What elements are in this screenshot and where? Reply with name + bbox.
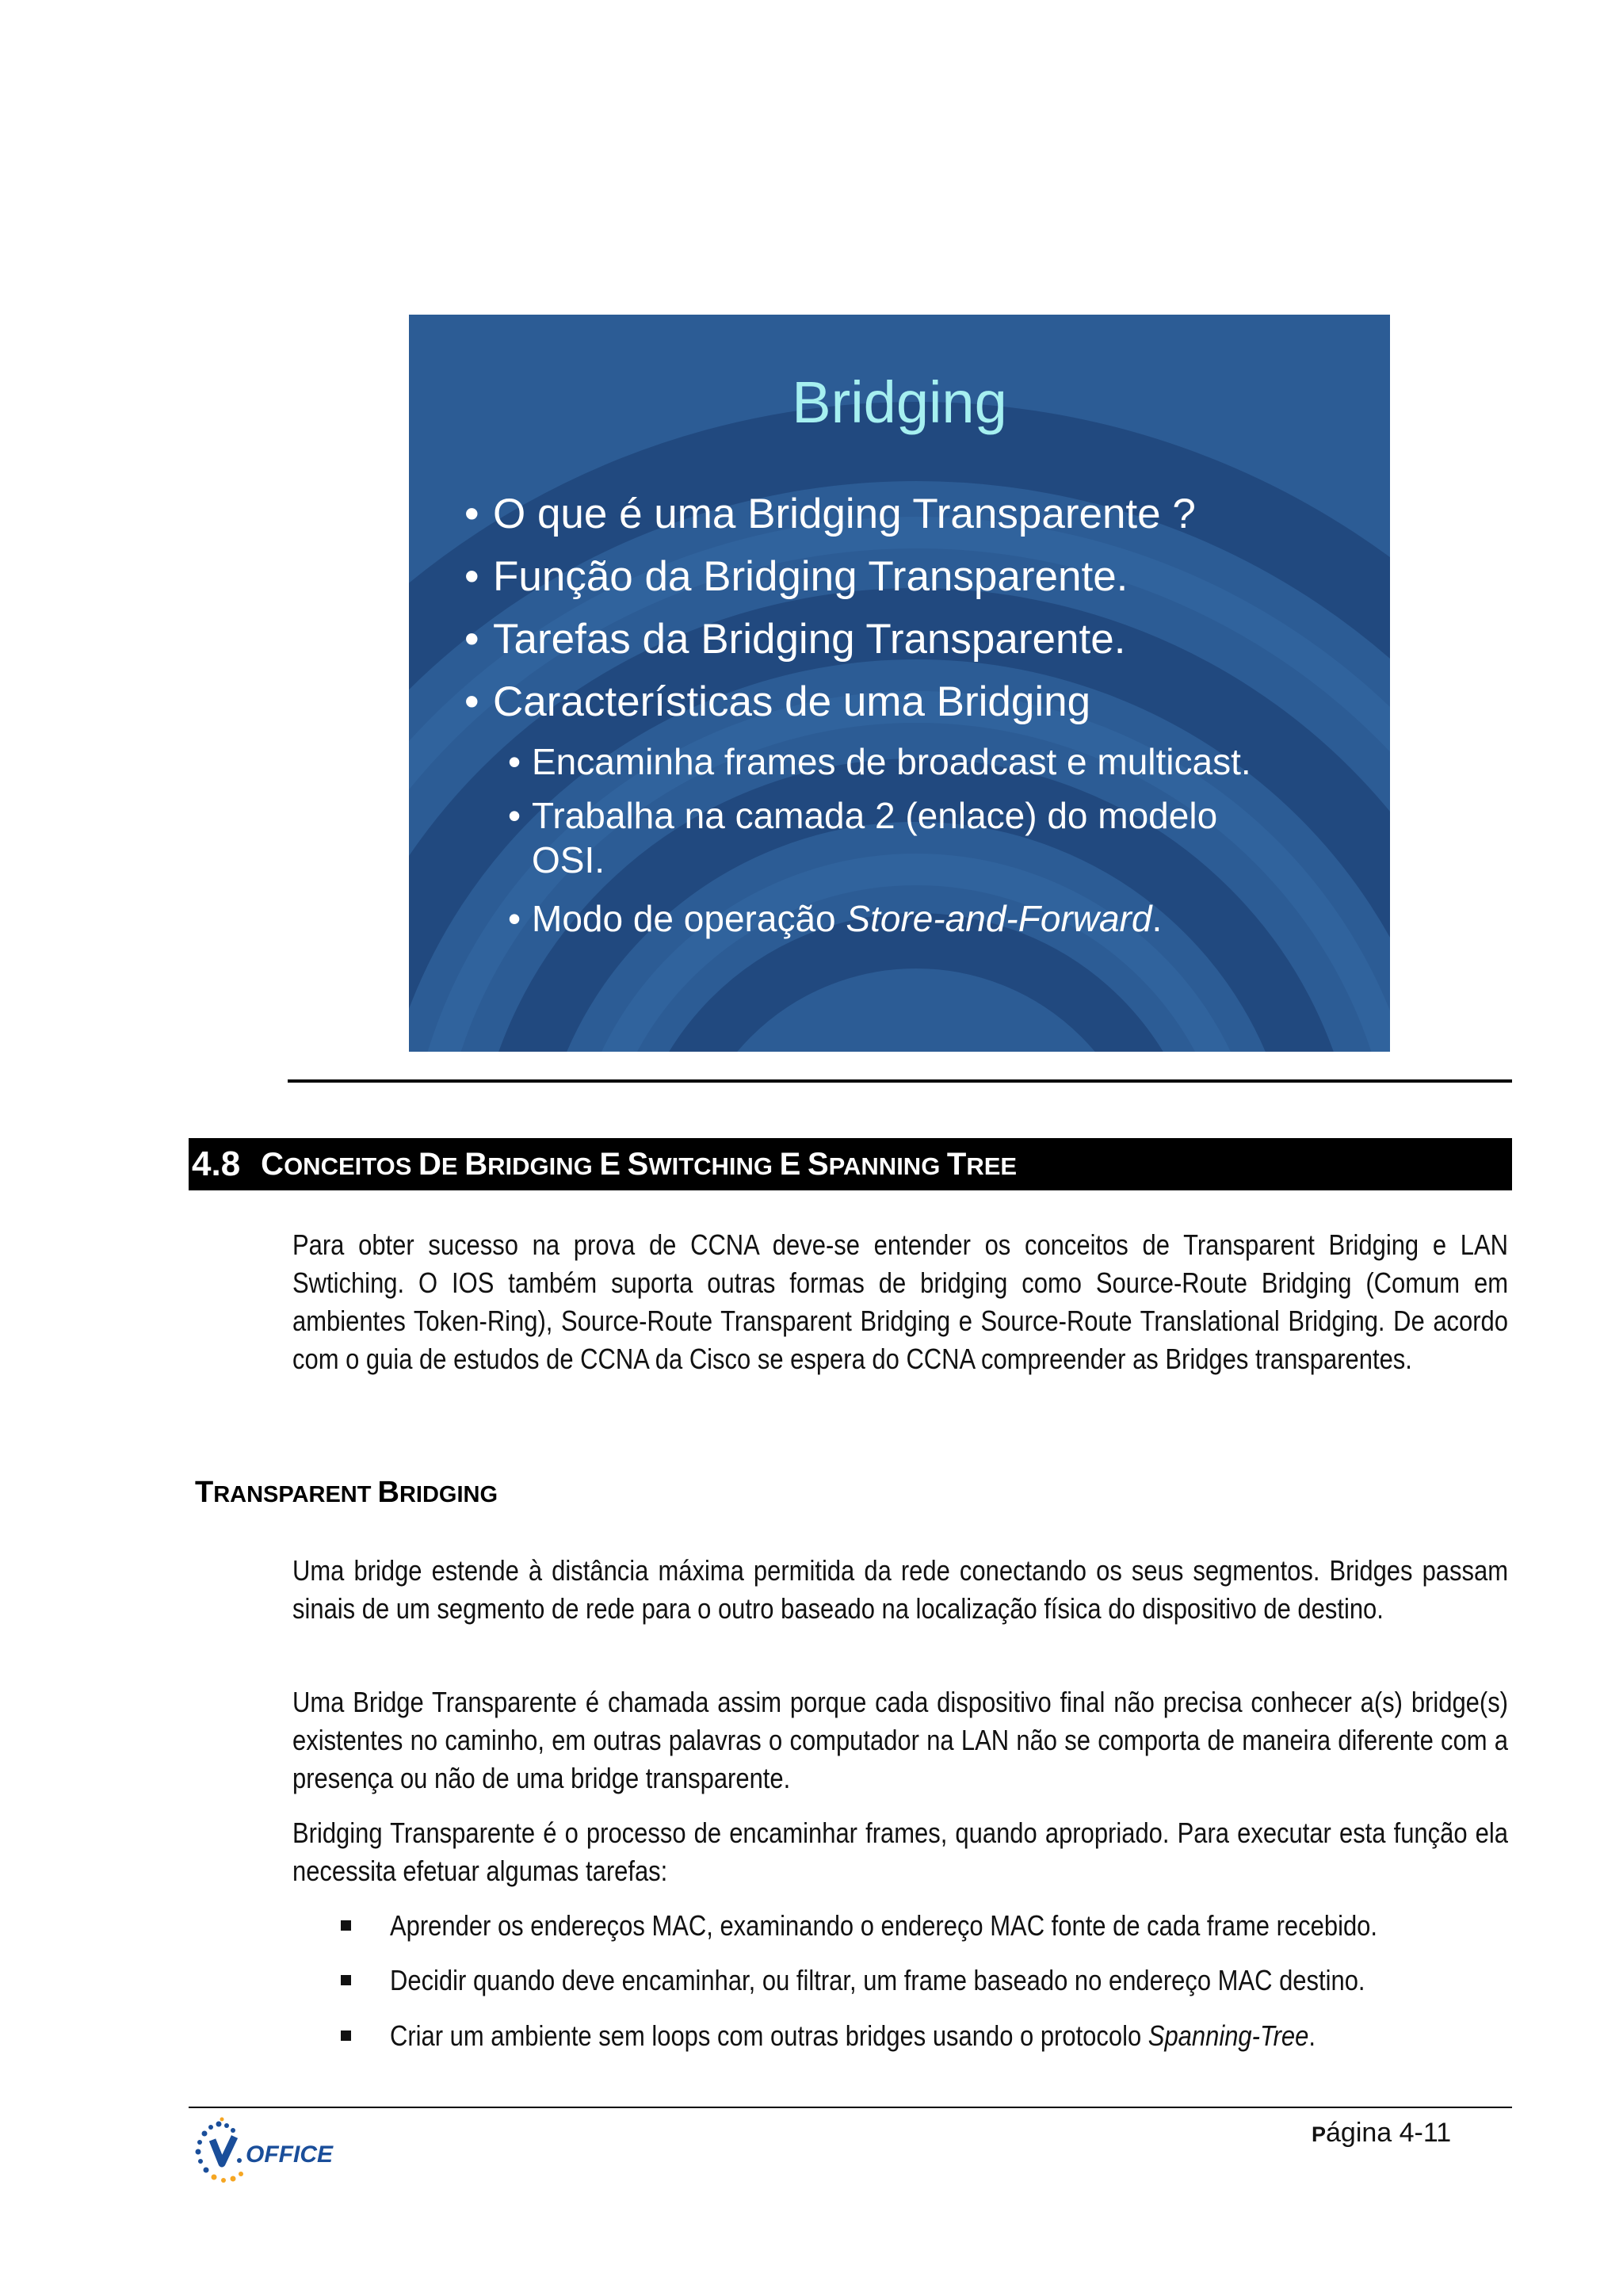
section-number: 4.8 <box>192 1144 241 1183</box>
square-bullet-icon <box>341 2030 351 2041</box>
divider-rule <box>288 1079 1512 1083</box>
slide-subbullet-text: Encaminha frames de broadcast e multicast. <box>532 741 1251 782</box>
heading-capital-letter: S <box>807 1146 829 1182</box>
heading-capital-letter: D <box>418 1146 441 1182</box>
page-number-label: ágina 4-11 <box>1326 2118 1452 2148</box>
task-text-italic: Spanning-Tree <box>1148 2019 1309 2052</box>
page-number <box>1312 2118 1451 2149</box>
heading-capital-letter: S <box>627 1146 649 1182</box>
task-text-suffix: . <box>1308 2019 1316 2052</box>
slide-bullet: • Características de uma Bridging <box>464 678 1091 725</box>
slide-title: Bridging <box>792 369 1007 435</box>
task-text-prefix: Criar um ambiente sem loops com outras bridges usando o protocolo <box>390 2019 1148 2052</box>
slide-bullet-text: Características de uma Bridging <box>493 678 1091 725</box>
heading-small-caps: RANSPARENT <box>213 1482 378 1507</box>
slide-bullet: • O que é uma Bridging Transparente ? <box>464 491 1196 537</box>
slide-bullet: • Função da Bridging Transparente. <box>464 553 1128 600</box>
intro-paragraph: Para obter sucesso na prova de CCNA deve-se entender os conceitos de Transparent Bridging e LAN Swtiching. O IOS também suporta outras formas de bridging como Source-Route Bridging (Comum em ambientes Token-Ring), Source-Route Transparent Bridging e Source-Route Translational Bridging. De acordo com o guia de estudos de CCNA da Cisco se espera do CCNA compreender as Bridges transparentes. <box>292 1228 1508 1375</box>
square-bullet-icon <box>341 1975 351 1985</box>
square-bullet-icon <box>341 1920 351 1931</box>
paragraph-transparent-bridge: Uma Bridge Transparente é chamada assim porque cada dispositivo final não precisa conhecer a(s) bridge(s) existentes no caminho, em outras palavras o computador na LAN não se comporta de maneira diferente com a presença ou não de uma bridge transparente. <box>292 1686 1508 1794</box>
heading-small-caps: WITCHING <box>648 1152 780 1180</box>
task-text: Decidir quando deve encaminhar, ou filtrar, um frame baseado no endereço MAC destino. <box>390 1964 1365 1996</box>
section-title <box>261 1147 1017 1182</box>
page-number-prefix: P <box>1312 2122 1327 2146</box>
footer-rule <box>189 2107 1512 2108</box>
heading-capital-letter: T <box>946 1146 967 1182</box>
heading-small-caps: REE <box>966 1152 1018 1180</box>
slide-subbullet-italic: Store-and-Forward <box>846 898 1152 939</box>
heading-capital-letter: E <box>599 1146 621 1182</box>
slide-bullet-text: Tarefas da Bridging Transparente. <box>493 616 1126 663</box>
task-text <box>390 2017 1316 2055</box>
heading-capital-letter: B <box>377 1476 399 1509</box>
slide-image <box>409 315 1390 1052</box>
subheading-transparent-bridging <box>195 1476 498 1510</box>
slide-subbullet: • Encaminha frames de broadcast e multicast. <box>508 741 1251 782</box>
task-text: Aprender os endereços MAC, examinando o endereço MAC fonte de cada frame recebido. <box>390 1909 1377 1942</box>
logo-text: OFFICE <box>246 2141 333 2168</box>
heading-small-caps <box>621 1152 628 1180</box>
heading-capital-letter: C <box>261 1146 285 1182</box>
slide-subbullet: • Trabalha na camada 2 (enlace) do modelo OSI. <box>508 795 1218 881</box>
slide-subbullet: • Modo de operação Store-and-Forward. <box>508 898 1163 939</box>
slide-bullet-text: O que é uma Bridging Transparente ? <box>493 491 1196 537</box>
heading-small-caps: E <box>441 1152 465 1180</box>
slide-subbullet-continuation: OSI. <box>532 839 605 881</box>
slide-subbullet-suffix: . <box>1151 898 1163 939</box>
slide-subbullet-text: Trabalha na camada 2 (enlace) do modelo <box>532 795 1218 836</box>
paragraph-bridging-process: Bridging Transparente é o processo de encaminhar frames, quando apropriado. Para executar esta função ela necessita efetuar algumas tarefas: <box>292 1817 1508 1887</box>
heading-capital-letter: E <box>779 1146 801 1182</box>
section-heading <box>189 1138 1512 1190</box>
heading-small-caps: PANNING <box>828 1152 947 1180</box>
heading-small-caps: RIDGING <box>399 1482 498 1507</box>
paragraph-bridge-distance: Uma bridge estende à distância máxima permitida da rede conectando os seus segmentos. Bridges passam sinais de um segmento de rede para o outro baseado na localização física do dispositivo de destino. <box>292 1554 1508 1625</box>
heading-small-caps: ONCEITOS <box>284 1152 419 1180</box>
office-logo <box>190 2115 357 2186</box>
heading-capital-letter: B <box>464 1146 488 1182</box>
slide-bullet-text: Função da Bridging Transparente. <box>493 553 1128 600</box>
slide-bullet: • Tarefas da Bridging Transparente. <box>464 616 1126 663</box>
slide-subbullet-text: Modo de operação <box>532 898 846 939</box>
heading-small-caps <box>800 1152 808 1180</box>
heading-small-caps: RIDGING <box>487 1152 600 1180</box>
heading-capital-letter: T <box>195 1476 214 1509</box>
